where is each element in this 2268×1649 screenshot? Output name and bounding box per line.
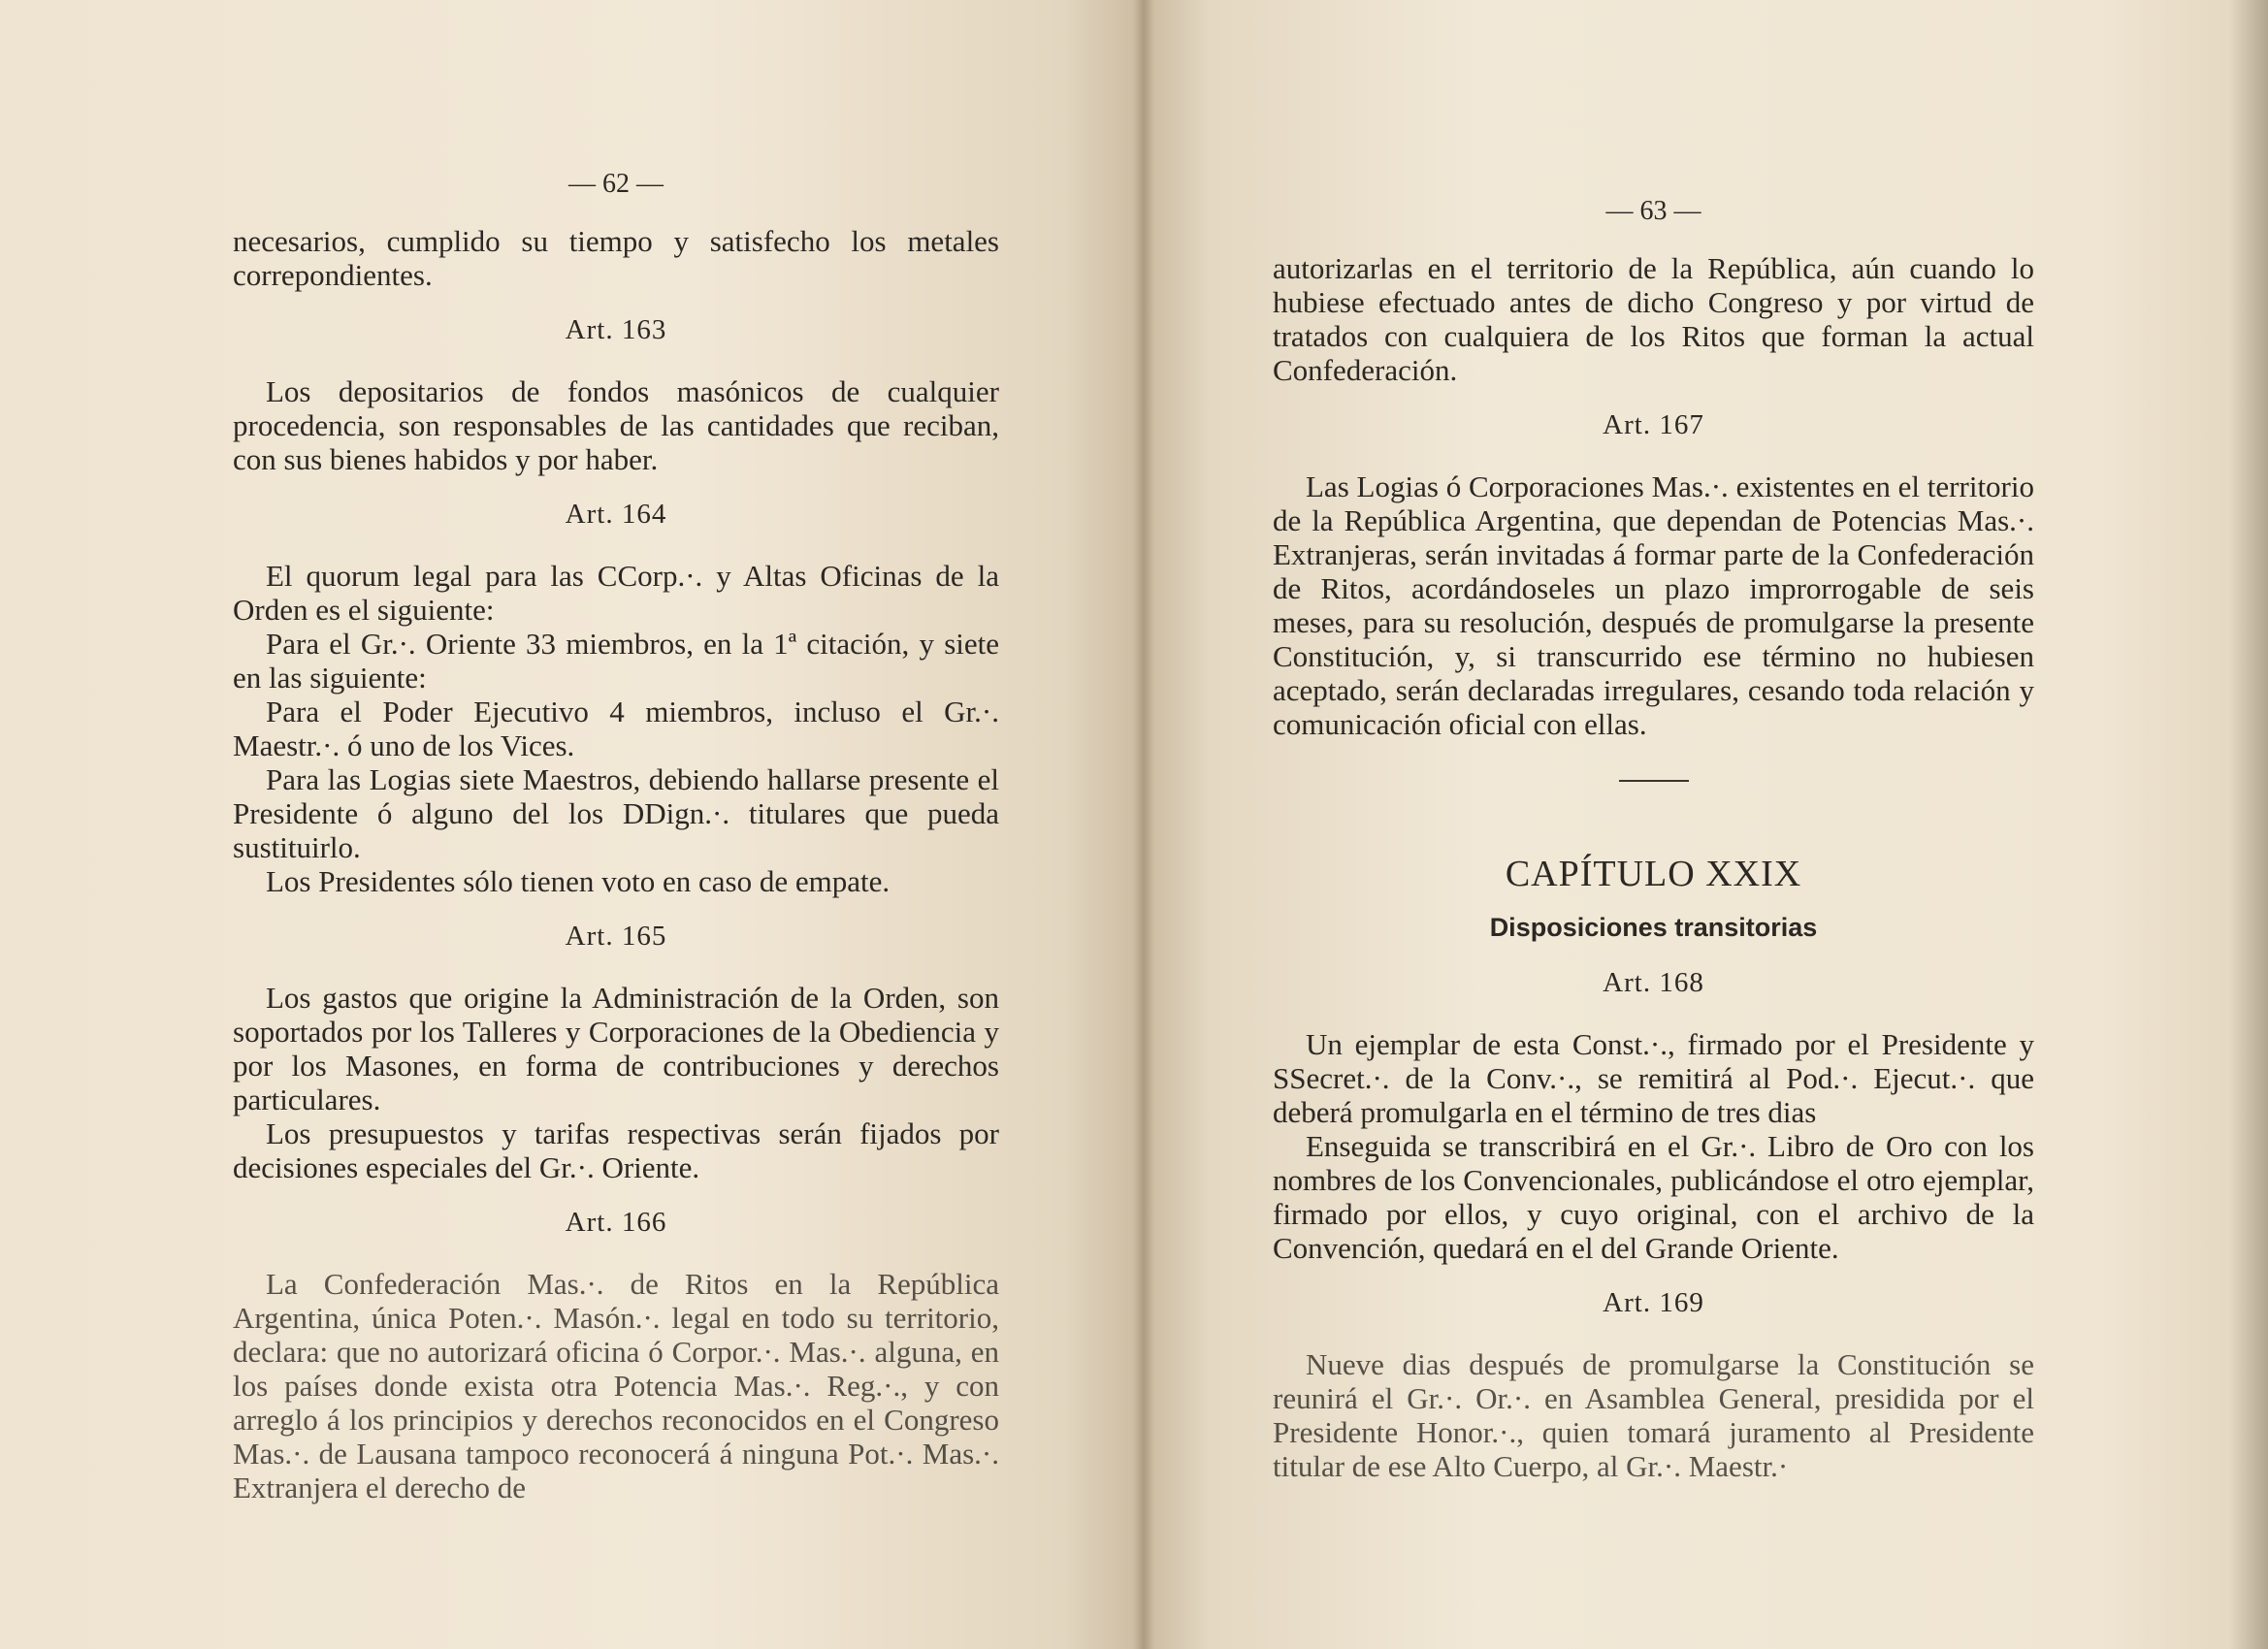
book-gutter	[1133, 0, 1154, 1649]
right-page-text	[1273, 194, 2034, 1483]
article-heading: Art. 163	[565, 314, 667, 345]
paragraph: Enseguida se transcribirá en el Gr.·. Libro de Oro con los nombres de los Convencionales, publicándose el otro ejemplar, firmado por ellos, y cuyo original, con el archivo de la Convención, quedará en el del Grande Oriente.	[1273, 1129, 2034, 1265]
paragraph: Nueve dias después de promulgarse la Constitución se reunirá el Gr.·. Or.·. en Asamblea General, presidida por el Presidente Honor.·., quien tomará juramento al Presidente titular de ese Alto Cuerpo, al Gr.·. Maestr.·	[1273, 1347, 2034, 1483]
paragraph: autorizarlas en el territorio de la República, aún cuando lo hubiese efectuado antes de dicho Congreso y por virtud de tratados con cualquiera de los Ritos que forman la actual Confederación.	[1273, 251, 2034, 387]
chapter-heading: CAPÍTULO XXIX	[1505, 854, 1802, 894]
paragraph: necesarios, cumplido su tiempo y satisfecho los metales correpondientes.	[233, 224, 999, 292]
page-number-right: — 63 —	[1605, 196, 1701, 226]
paragraph: Las Logias ó Corporaciones Mas.·. existentes en el territorio de la República Argentina, que dependan de Potencias Mas.·. Extranjeras, serán invitadas á formar parte de la Confederación de Ritos, acordándoseles un plazo improrrogable de seis meses, para su resolución, después de promulgarse la presente Constitución, y, si transcurrido ese término no hubiesen aceptado, serán declaradas irregulares, cesando toda relación y comunicación oficial con ellas.	[1273, 469, 2034, 741]
paragraph: Los gastos que origine la Administración de la Orden, son soportados por los Talleres y Corporaciones de la Obediencia y por los Masones, en forma de contribuciones y derechos particulares.	[233, 981, 999, 1116]
chapter-subtitle: Disposiciones transitorias	[1489, 913, 1818, 942]
article-heading: Art. 164	[565, 499, 667, 530]
paragraph: Para el Gr.·. Oriente 33 miembros, en la 1ª citación, y siete en las siguiente:	[233, 627, 999, 695]
paragraph: Los Presidentes sólo tienen voto en caso de empate.	[266, 864, 891, 898]
page-number-left: — 62 —	[568, 169, 664, 199]
paragraph: Los depositarios de fondos masónicos de cualquier procedencia, son responsables de las cantidades que reciban, con sus bienes habidos y por haber.	[233, 374, 999, 476]
paragraph: Un ejemplar de esta Const.·., firmado por el Presidente y SSecret.·. de la Conv.·., se remitirá al Pod.·. Ejecut.·. que deberá promulgarla en el término de tres dias	[1273, 1027, 2034, 1129]
section-divider	[1619, 780, 1689, 782]
article-heading: Art. 167	[1603, 409, 1704, 440]
article-heading: Art. 168	[1603, 967, 1704, 998]
article-heading: Art. 166	[565, 1207, 667, 1238]
article-heading: Art. 169	[1603, 1287, 1704, 1318]
page-edge-shadow	[2229, 0, 2268, 1649]
left-page-text	[233, 167, 999, 1504]
paragraph: Para el Poder Ejecutivo 4 miembros, incluso el Gr.·. Maestr.·. ó uno de los Vices.	[233, 695, 999, 762]
article-heading: Art. 165	[565, 921, 667, 952]
paragraph: Los presupuestos y tarifas respectivas serán fijados por decisiones especiales del Gr.·. Oriente.	[233, 1116, 999, 1184]
paragraph: El quorum legal para las CCorp.·. y Altas Oficinas de la Orden es el siguiente:	[233, 559, 999, 627]
paragraph: La Confederación Mas.·. de Ritos en la República Argentina, única Poten.·. Masón.·. legal en todo su territorio, declara: que no autorizará oficina ó Corpor.·. Mas.·. alguna, en los países donde exista otra Potencia Mas.·. Reg.·., y con arreglo á los principios y derechos reconocidos en el Congreso Mas.·. de Lausana tampoco reconocerá á ninguna Pot.·. Mas.·. Extranjera el derecho de	[233, 1267, 999, 1504]
paragraph: Para las Logias siete Maestros, debiendo hallarse presente el Presidente ó alguno del los DDign.·. titulares que pueda sustituirlo.	[233, 762, 999, 864]
